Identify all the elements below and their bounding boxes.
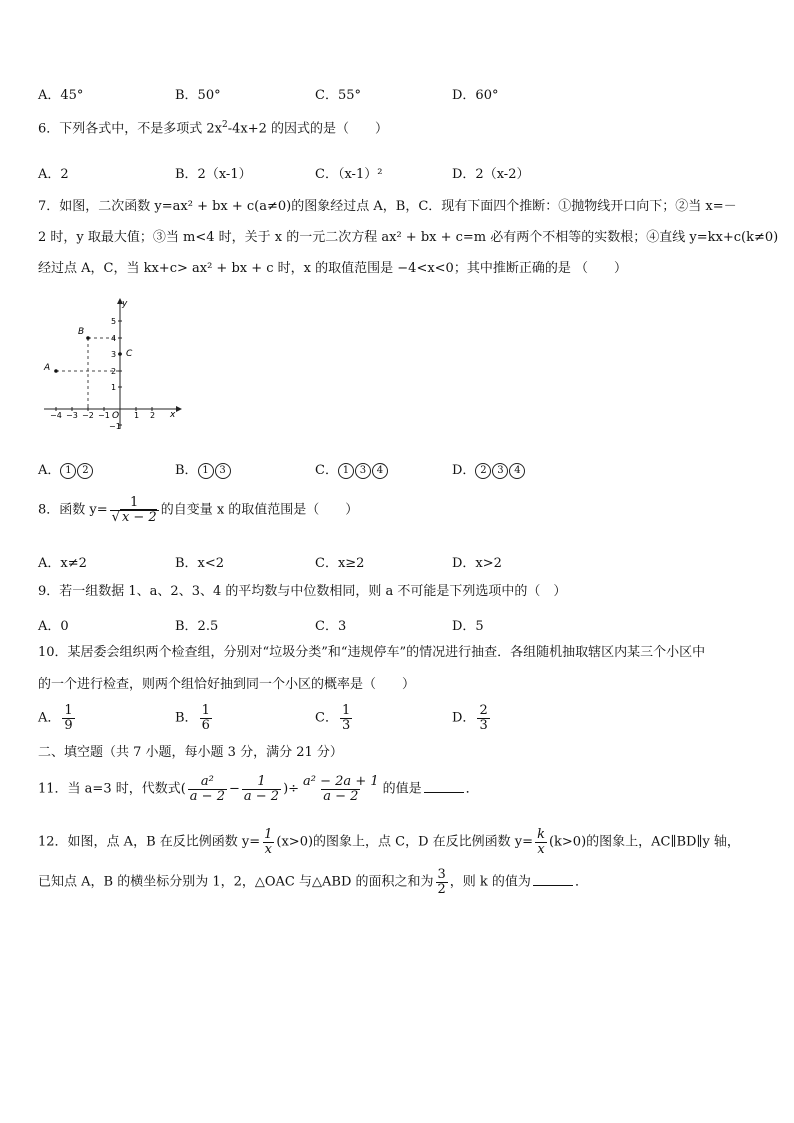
q6-option-d: D．2（x-2） <box>452 167 530 182</box>
q6-option-a: A．2 <box>38 167 69 182</box>
q8-option-b: B．x<2 <box>175 556 225 571</box>
q12-stem-line1: 12．如图，点 A，B 在反比例函数 y= $\frac{1}{x}$ (x>0)的图象上，点 C，D 在反比例函数 y= $\frac{k}{x}$ (k>0)的图象上，AC∥BD∥y 轴， <box>38 827 740 857</box>
y-tick: 3 <box>111 350 117 359</box>
q7-option-d: D． 2 3 4 <box>452 459 526 479</box>
answer-blank <box>424 792 464 793</box>
q6-option-c: C．（x-1）² <box>315 167 383 182</box>
x-axis-label: x <box>170 410 176 420</box>
q10-stem-line1: 10．某居委会组织两个检查组，分别对“垃圾分类”和“违规停车”的情况进行抽查．各组随机抽取辖区内某三个小区中 <box>38 645 706 660</box>
q6-stem: 6．下列各式中，不是多项式 $2x^2-4x+2$ 的因式的是（ ） <box>38 120 389 137</box>
circled-number: 2 <box>77 463 93 479</box>
q6-option-b: B．2（x-1） <box>175 167 252 182</box>
q5-option-a: A．45° <box>38 88 84 103</box>
y-tick: 2 <box>111 367 117 376</box>
q8-options <box>38 552 758 572</box>
q9-options <box>38 615 758 635</box>
circled-number: 4 <box>509 463 525 479</box>
x-tick: −4 <box>50 411 62 420</box>
q5-option-c: C．55° <box>315 88 361 103</box>
circled-number: 3 <box>215 463 231 479</box>
q10-stem-line2: 的一个进行检查，则两个组恰好抽到同一个小区的概率是（ ） <box>38 677 416 692</box>
point-a-dot <box>54 369 58 373</box>
answer-blank <box>533 885 573 886</box>
q7-stem-line2: 2 时，y 取最大值；③当 m<4 时，关于 x 的一元二次方程 ax² + bx + c=m 必有两个不相等的实数根；④直线 y=kx+c(k≠0) <box>38 230 779 245</box>
q8-fraction: $\frac{1}{√ x - 2}$ <box>111 495 157 525</box>
point-b-label: B <box>78 327 85 337</box>
circled-number: 3 <box>492 463 508 479</box>
q10-option-b: B． $\frac{1}{6}$ <box>175 703 210 733</box>
y-tick: 5 <box>111 317 117 326</box>
q9-option-a: A．0 <box>38 619 69 634</box>
circled-number: 4 <box>372 463 388 479</box>
y-axis-label: y <box>122 299 128 309</box>
x-tick: −2 <box>82 411 94 420</box>
circled-number: 2 <box>475 463 491 479</box>
q9-option-b: B．2.5 <box>175 619 219 634</box>
q7-option-a: A． 1 2 <box>38 459 94 479</box>
circled-number: 1 <box>338 463 354 479</box>
y-tick: 4 <box>111 334 117 343</box>
q7-options <box>38 459 758 479</box>
q10-options <box>38 704 758 740</box>
q9-stem: 9．若一组数据 1、a、2、3、4 的平均数与中位数相同，则 a 不可能是下列选项中的（ ） <box>38 584 567 599</box>
q8-option-a: A．x≠2 <box>38 556 87 571</box>
x-axis-arrow <box>176 406 182 412</box>
q12-stem-line2: 已知点 A，B 的横坐标分别为 1，2，△OAC 与△ABD 的面积之和为 $\frac{3}{2}$ ，则 k 的值为 ． <box>38 867 588 897</box>
q6-options <box>38 163 758 183</box>
q9-option-c: C．3 <box>315 619 347 634</box>
circled-number: 1 <box>198 463 214 479</box>
q7-option-b: B． 1 3 <box>175 459 232 479</box>
x-tick: −3 <box>66 411 78 420</box>
y-tick: 1 <box>111 383 117 392</box>
q8-stem: 8．函数 y= $\frac{1}{√ x - 2}$ 的自变量 x 的取值范围是（ ） <box>38 495 359 525</box>
x-tick: 2 <box>150 411 156 420</box>
circled-number: 1 <box>60 463 76 479</box>
q9-option-d: D．5 <box>452 619 484 634</box>
point-c-label: C <box>126 349 133 359</box>
q5-option-b: B．50° <box>175 88 221 103</box>
q8-option-d: D．x>2 <box>452 556 502 571</box>
q10-option-d: D． $\frac{2}{3}$ <box>452 703 488 733</box>
x-tick: 1 <box>134 411 140 420</box>
q11-stem: 11．当 a=3 时，代数式( $\frac{\text{a²}}{a - 2}$ − $\frac{1}{a - 2}$ )÷ $\frac{\text{a² − 2a + 1}}{a - 2}$ 的值是 ． <box>38 774 479 804</box>
point-b-dot <box>86 336 90 340</box>
q7-stem-line1: 7．如图，二次函数 y=ax² + bx + c(a≠0)的图象经过点 A，B，C．现有下面四个推断：①抛物线开口向下；②当 x=－ <box>38 199 737 214</box>
origin-label: O <box>112 411 120 421</box>
q7-graph <box>38 296 188 436</box>
q8-option-c: C．x≥2 <box>315 556 365 571</box>
circled-number: 3 <box>355 463 371 479</box>
q5-options <box>38 84 758 104</box>
point-a-label: A <box>44 363 51 373</box>
q7-option-c: C． 1 3 4 <box>315 459 389 479</box>
q5-option-d: D．60° <box>452 88 499 103</box>
q10-option-a: A． $\frac{1}{9}$ <box>38 703 73 733</box>
q7-stem-line3: 经过点 A，C，当 kx+c> ax² + bx + c 时，x 的取值范围是 −4<x<0；其中推断正确的是 （ ） <box>38 261 627 276</box>
x-tick: −1 <box>98 411 110 420</box>
x-ticks <box>50 411 155 420</box>
y-tick: −1 <box>109 422 121 431</box>
section-heading: 二、填空题（共 7 小题，每小题 3 分，满分 21 分） <box>38 745 343 760</box>
q10-option-c: C． $\frac{1}{3}$ <box>315 703 351 733</box>
